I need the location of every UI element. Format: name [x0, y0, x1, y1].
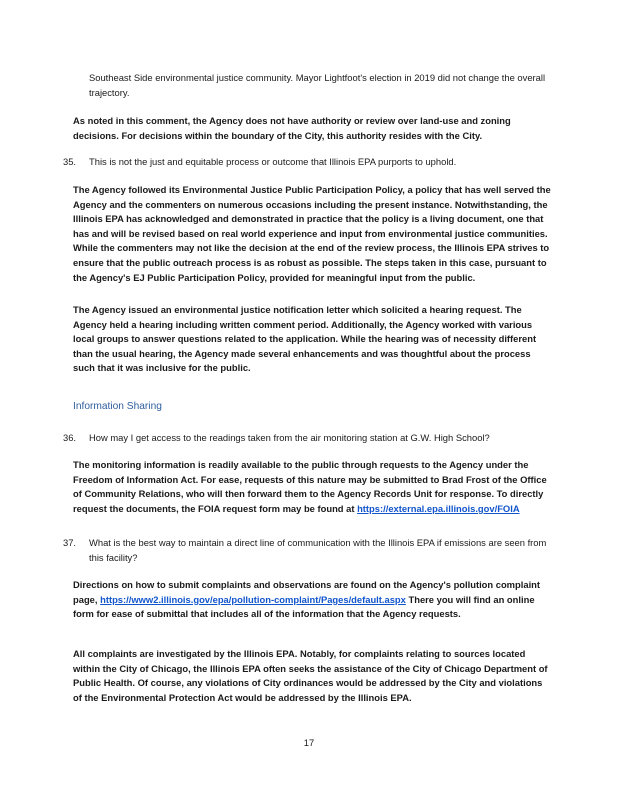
- land-use-answer: As noted in this comment, the Agency does not have authority or review over land-use and zoning decisions. For decisions within the boundary of the City, this authority resides with the City.: [73, 115, 511, 141]
- question-number: 37.: [63, 537, 77, 548]
- foia-link[interactable]: https://external.epa.illinois.gov/FOIA: [357, 502, 520, 514]
- answer-35-paragraph-1: The Agency followed its Environmental Justice Public Participation Policy, a policy that has well served the Agency and the commenters on numerous occasions including the present instance. Notwithstanding, the Illinois EPA has acknowledged and demonstrated in practice that the policy is a living document, one that has and will be revised based on real world experience and input from environmental justice communities. While the commenters may not like the decision at the end of the review process, the Illinois EPA strives to ensure that the public outreach process is as robust as possible. The steps taken in this case, pursuant to the Agency's EJ Public Participation Policy, provided for meaningful input from the public.: [73, 184, 551, 283]
- answer-37-after: There you will find an online form for ease of submittal that includes all of the information that the Agency requests.: [73, 593, 535, 620]
- answer-37-paragraph-2: All complaints are investigated by the Illinois EPA. Notably, for complaints relating to sources located within the City of Chicago, the Illinois EPA often seeks the assistance of the City of Chicago Department of Public Health. Of course, any violations of City ordinances would be addressed by the City and violations of the Environmental Protection Act would be addressed by the Illinois EPA.: [73, 648, 548, 703]
- question-text: How may I get access to the readings taken from the air monitoring station at G.W. High School?: [89, 432, 490, 443]
- section-heading: Information Sharing: [73, 401, 162, 412]
- continuation-paragraph: Southeast Side environmental justice community. Mayor Lightfoot's election in 2019 did not change the overall trajectory.: [89, 72, 546, 98]
- answer-37-paragraph-1: [73, 578, 551, 622]
- answer-36: [73, 458, 551, 516]
- question-37: [63, 536, 551, 565]
- question-36: [63, 431, 551, 446]
- question-number: 35.: [63, 156, 77, 167]
- pollution-complaint-link[interactable]: https://www2.illinois.gov/epa/pollution-complaint/Pages/default.aspx: [100, 593, 406, 605]
- answer-36-text: The monitoring information is readily available to the public through requests to the Agency under the Freedom of Information Act. For ease, requests of this nature may be submitted to Brad Frost of the Office of Community Relations, who will then forward them to the Agency Records Unit for response. To directly request the documents, the FOIA request form may be found at: [73, 459, 547, 514]
- question-text: This is not the just and equitable process or outcome that Illinois EPA purports to uphold.: [89, 156, 457, 167]
- question-number: 36.: [63, 432, 77, 443]
- answer-37-before: Directions on how to submit complaints and observations are found on the Agency's pollution complaint page,: [73, 579, 541, 605]
- question-35: [63, 155, 551, 170]
- answer-35-paragraph-2: The Agency issued an environmental justice notification letter which solicited a hearing request. The Agency held a hearing including written comment period. Additionally, the Agency worked with various local groups to answer questions related to the application. While the hearing was of necessity different than the usual hearing, the Agency made several enhancements and was thoughtful about the process such that it was inclusive for the public.: [73, 304, 537, 374]
- page-number: 17: [303, 737, 315, 748]
- question-text: What is the best way to maintain a direct line of communication with the Illinois EPA if emissions are seen from this facility?: [89, 537, 547, 563]
